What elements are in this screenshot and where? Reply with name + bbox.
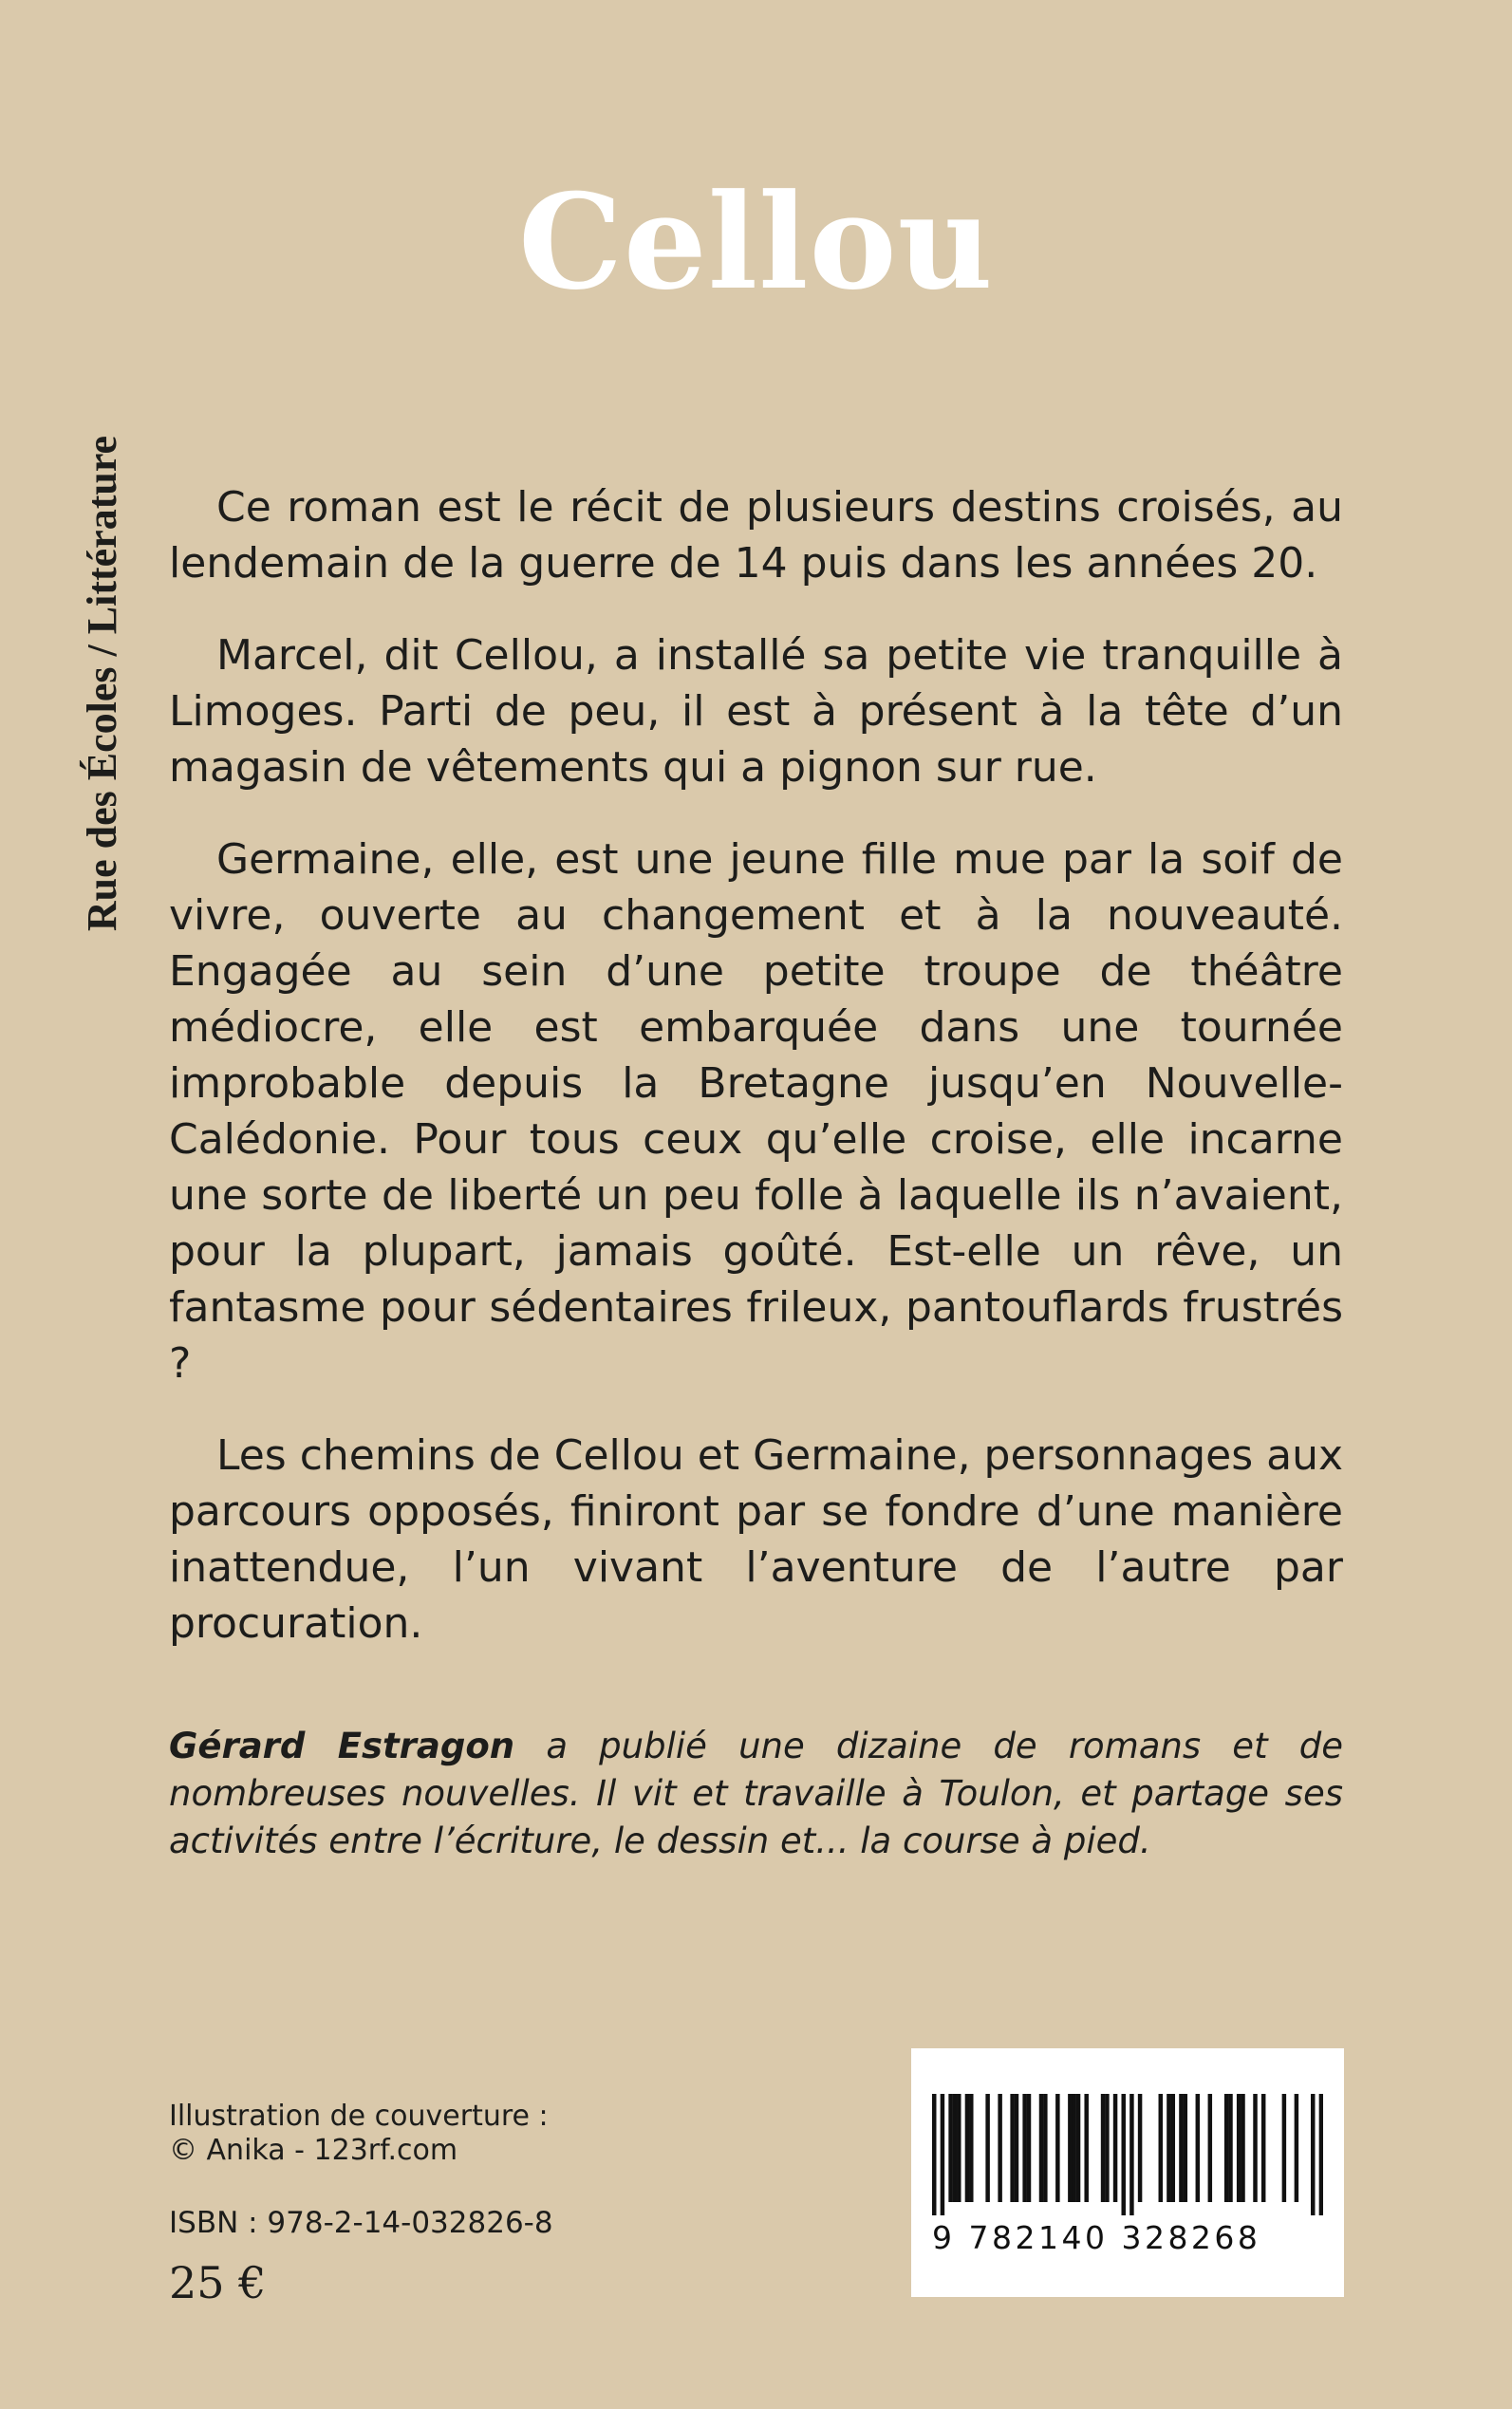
barcode-bar (969, 2094, 973, 2202)
barcode-bar (1138, 2094, 1142, 2202)
barcode-bar (1076, 2094, 1080, 2202)
barcode-panel (911, 2048, 1344, 2297)
author-bio (169, 1723, 1343, 1865)
barcode-bar (1208, 2094, 1212, 2202)
summary-paragraph: Marcel, dit Cellou, a installé sa petite vie tranquille à Limoges. Parti de peu, il est à présent à la tête d’un magasin de vêtements qui a pignon sur rue. (169, 631, 1343, 792)
barcode-bar (1129, 2094, 1133, 2215)
barcode-bar (998, 2094, 1001, 2202)
barcode-bar (1043, 2094, 1047, 2202)
barcode-bar (1253, 2094, 1257, 2202)
barcode-bar (1171, 2094, 1175, 2202)
barcode-bar (1167, 2094, 1170, 2202)
barcode-digits: 9 782140 328268 (932, 2219, 1261, 2256)
cover-credit (169, 2100, 549, 2168)
summary-paragraph: Germaine, elle, est une jeune fille mue par la soif de vivre, ouverte au changement et à la nouveauté. Engagée au sein d’une petite troupe de théâtre médiocre, elle est embarquée dans une tournée improbable depuis la Bretagne jusqu’en Nouvelle-Calédonie. Pour tous ceux qu’elle croise, elle incarne une sorte de liberté un peu folle à laquelle ils n’avaient, pour la plupart, jamais goûté. Est-elle un rêve, un fantasme pour sédentaires frileux, pantouflards frustrés ? (169, 835, 1343, 1388)
barcode-bar (1184, 2094, 1187, 2202)
barcode-bar (1113, 2094, 1117, 2202)
summary-paragraph: Les chemins de Cellou et Germaine, personnages aux parcours opposés, finiront par se fondre d’une manière inattendue, l’un vivant l’aventure de l’autre par procuration. (169, 1431, 1344, 1648)
book-title: Cellou (518, 164, 994, 319)
barcode-bar (1295, 2094, 1298, 2202)
book-summary (169, 479, 1343, 1688)
barcode-bar (1228, 2094, 1232, 2202)
barcode-bar (1311, 2094, 1315, 2215)
barcode-bar (1101, 2094, 1105, 2202)
barcode-bar (985, 2094, 989, 2202)
barcode-bar (1105, 2094, 1109, 2202)
barcode-bar (1319, 2094, 1323, 2215)
barcode-bar (1010, 2094, 1014, 2202)
barcode-bars (932, 2094, 1323, 2215)
summary-paragraph: Ce roman est le récit de plusieurs destins croisés, au lendemain de la guerre de 14 puis dans les années 20. (169, 483, 1343, 588)
barcode-bar (1261, 2094, 1265, 2202)
barcode-bar (965, 2094, 969, 2202)
book-price: 25 € (169, 2257, 267, 2308)
barcode-bar (941, 2094, 944, 2215)
spine-collection-label: Rue des Écoles / Littérature (79, 435, 125, 932)
author-bio-text: a publié une dizaine de romans et de nombreuses nouvelles. Il vit et travaille à Toulon, et partage ses activités entre l’écriture, le dessin et... la course à pied. (169, 1726, 1343, 1861)
barcode-bar (1027, 2094, 1031, 2202)
barcode-bar (1015, 2094, 1018, 2202)
barcode-bar (1179, 2094, 1183, 2202)
barcode-bar (1039, 2094, 1043, 2202)
isbn-number: ISBN : 978-2-14-032826-8 (169, 2206, 553, 2240)
barcode-bar (1237, 2094, 1241, 2202)
barcode-bar (953, 2094, 957, 2202)
barcode-bar (1055, 2094, 1059, 2202)
cover-credit-label: Illustration de couverture : (169, 2100, 549, 2133)
barcode-bar (1159, 2094, 1163, 2202)
cover-credit-source: © Anika - 123rf.com (169, 2134, 458, 2167)
barcode-bar (1241, 2094, 1244, 2202)
barcode-bar (1084, 2094, 1088, 2202)
barcode-bar (1072, 2094, 1075, 2202)
barcode-bar (932, 2094, 936, 2215)
barcode-bar (957, 2094, 961, 2202)
barcode-bar (1282, 2094, 1286, 2202)
barcode-bar (1196, 2094, 1200, 2202)
barcode-bar (948, 2094, 952, 2202)
barcode-bar (1121, 2094, 1125, 2215)
barcode-bar (1068, 2094, 1072, 2202)
author-name: Gérard Estragon (169, 1726, 515, 1766)
barcode-bar (1022, 2094, 1026, 2202)
barcode-bar (1224, 2094, 1228, 2202)
